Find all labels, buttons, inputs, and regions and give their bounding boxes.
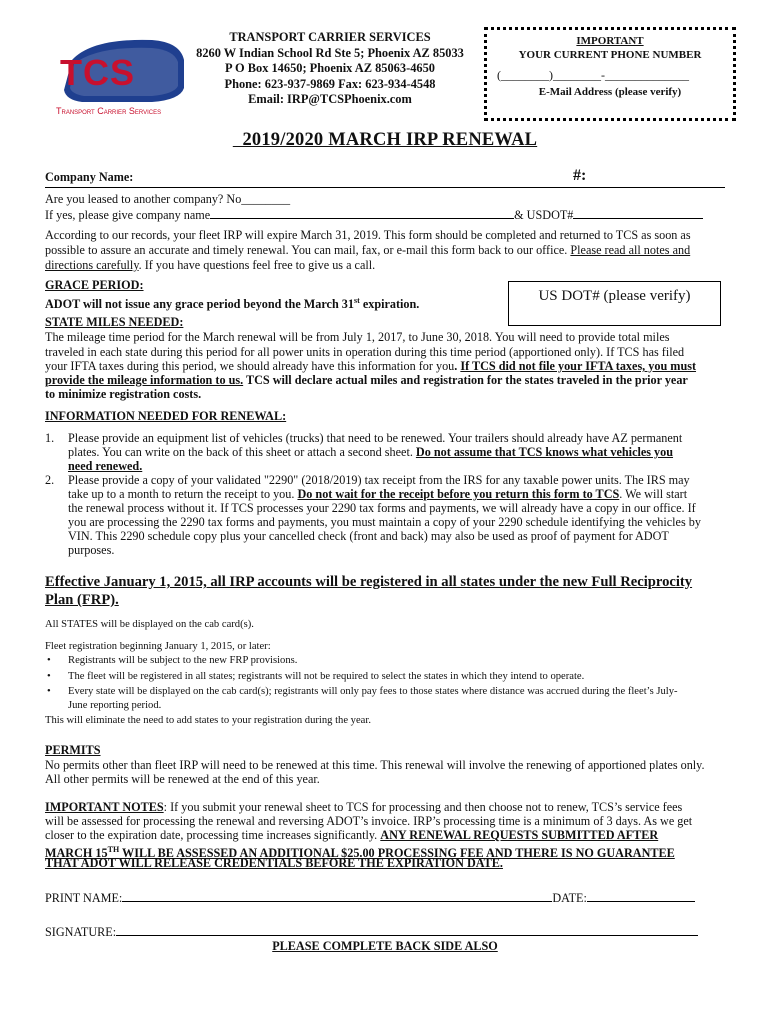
usdot-label: & USDOT# [514, 208, 574, 222]
leased-question[interactable]: Are you leased to another company? No________ [45, 192, 291, 206]
company-address-block [180, 30, 480, 108]
item-2-number: 2. [45, 473, 55, 487]
phone-verify-box [484, 27, 736, 121]
po-box-address: P O Box 14650; Phoenix AZ 85063-4650 [225, 61, 435, 75]
state-miles-l3b: . [454, 359, 461, 373]
item-2-l6: purposes. [68, 543, 115, 557]
leased-usdot-field[interactable] [573, 206, 703, 219]
signature-row[interactable] [45, 923, 698, 940]
leased-company-field[interactable] [210, 206, 514, 219]
grace-sup: st [353, 296, 360, 305]
frp-bullet-2: The fleet will be registered in all states; registrants will not be required to select the states in which they intend to operate. [68, 671, 585, 682]
frp-all-states: All STATES will be displayed on the cab card(s). [45, 619, 254, 630]
state-miles-l3c: If TCS did not file your IFTA taxes, you must [460, 359, 697, 373]
grace-text-a: ADOT will not issue any grace period beyond the March 31 [45, 297, 354, 312]
item-1-l1: Please provide an equipment list of vehicles (trucks) that need to be renewed. Your trailers should already have AZ permanent [68, 431, 683, 445]
leased-yes-row[interactable] [45, 206, 703, 223]
state-miles-heading: STATE MILES NEEDED: [45, 315, 184, 329]
company-name-row[interactable] [45, 167, 725, 188]
notes-l4-sup: TH [107, 845, 120, 854]
logo-subtitle: Transport Carrier Services [56, 106, 162, 116]
notes-l2: will be assessed for processing the renewal and reversing ADOT’s invoice. IRP’s processing time is a minimum of 3 days. As we get [45, 814, 693, 828]
item-2-l1: Please provide a copy of your validated "2290" (2018/2019) tax receipt from the IRS for any taxable power units. The IRS may [68, 473, 690, 487]
frp-eliminate: This will eliminate the need to add states to your registration during the year. [45, 715, 371, 726]
item-2-l5: VIN. This 2290 schedule copy plus your cancelled check (front and back) may also be used as proof of payment for ADOT [68, 529, 669, 543]
signature-label: SIGNATURE: [45, 925, 117, 939]
notes-l1 [45, 800, 682, 815]
phone-fax: Phone: 623-937-9869 Fax: 623-934-4548 [224, 76, 436, 91]
print-name-label: PRINT NAME: [45, 891, 123, 905]
item-1-l2 [68, 445, 673, 460]
company-name-header: TRANSPORT CARRIER SERVICES [229, 30, 431, 44]
frp-heading-1: Effective January 1, 2015, all IRP accounts will be registered in all states under the new Full Reciprocity [45, 574, 693, 590]
frp-heading-2: Plan (FRP). [45, 592, 119, 608]
usdot-verify-box[interactable]: US DOT# (please verify) [508, 281, 721, 326]
state-miles-l3a: your IFTA taxes during this period, we should already have this information for you [45, 359, 455, 373]
print-name-field[interactable] [122, 889, 552, 902]
date-label: DATE: [552, 891, 587, 905]
frp-bullet-1: Registrants will be subject to the new FRP provisions. [68, 655, 298, 666]
item-1-l2a: plates. You can write on the back of this sheet or attach a second sheet. [68, 445, 416, 459]
page-title: 2019/2020 MARCH IRP RENEWAL [232, 130, 538, 150]
state-miles-l1: The mileage time period for the March renewal will be from July 1, 2017, to June 30, 2018. You will need to provide total miles [45, 330, 670, 344]
grace-heading: GRACE PERIOD: [45, 278, 144, 292]
intro-directions: directions carefully [45, 258, 139, 272]
notes-l3a: closer to the expiration date, processing time increases significantly. [45, 828, 381, 842]
info-needed-heading: INFORMATION NEEDED FOR RENEWAL: [45, 409, 287, 423]
street-address: 8260 W Indian School Rd Ste 5; Phoenix AZ 85033 [196, 45, 464, 60]
state-miles-l4 [45, 373, 688, 388]
important-label: IMPORTANT [576, 35, 644, 47]
notes-l1-text: : If you submit your renewal sheet to TCS for processing and then choose not to renew, TCS’s service fees [163, 800, 683, 814]
intro-questions: . If you have questions feel free to give us a call. [138, 258, 376, 272]
company-name-label: Company Name: [45, 170, 134, 184]
frp-bullet-3b: June reporting period. [68, 700, 162, 711]
notes-l4b: WILL BE ASSESSED AN ADDITIONAL $25.00 PROCESSING FEE AND THERE IS NO GUARANTEE [119, 846, 675, 861]
item-2-l3: the renewal process without it. If TCS processes your 2290 tax forms and payments, we will already have a copy in our office. If [68, 501, 696, 515]
phone-number-field[interactable]: (________)________-______________ [497, 68, 689, 82]
date-field[interactable] [587, 889, 695, 902]
intro-line-1: According to our records, your fleet IRP will expire March 31, 2019. This form should be completed and returned to TCS as soon as [45, 228, 691, 242]
permits-l2: All other permits will be renewed at the end of this year. [45, 772, 320, 786]
tcs-logo [52, 30, 187, 122]
notes-heading: IMPORTANT NOTES [45, 800, 164, 814]
number-label: #: [573, 167, 587, 184]
intro-text: possible to assure an accurate and timely renewal. You can mail, fax, or e-mail this form back to our office. [45, 243, 571, 257]
grace-text [45, 293, 419, 312]
state-miles-l4b: TCS will declare actual miles and registration for the states traveled in the prior year [243, 373, 688, 387]
state-miles-l2: traveled in each state during this period for all power units in operation during this time period (apportioned only). If TCS has filed [45, 345, 685, 359]
item-2-l2a: take up to a month to return the receipt to you. [68, 487, 298, 501]
leased-yes-label: If yes, please give company name [45, 208, 211, 222]
notes-l4a: MARCH 15 [45, 846, 108, 861]
email-address: Email: IRP@TCSPhoenix.com [248, 92, 412, 106]
bullet-3: • [47, 686, 51, 697]
item-1-number: 1. [45, 431, 55, 445]
state-miles-l4a: provide the mileage information to us. [45, 373, 244, 387]
intro-line-2 [45, 243, 690, 258]
item-2-l2c: . We will start [619, 487, 688, 501]
intro-read-notes: Please read all notes and [570, 243, 691, 257]
permits-l1: No permits other than fleet IRP will need to be renewed at this time. This renewal will involve the renewing of apportioned plates only. [45, 758, 705, 772]
permits-heading: PERMITS [45, 743, 101, 757]
item-1-l3: need renewed. [68, 459, 143, 473]
item-2-l4: you are processing the 2290 tax forms and payments, you must maintain a copy of your 2290 schedule identifying the vehicles by [68, 515, 701, 529]
item-1-l2b: Do not assume that TCS knows what vehicles you [415, 445, 674, 459]
item-2-l2b: Do not wait for the receipt before you return this form to TCS [297, 487, 620, 501]
state-miles-l3 [45, 359, 696, 374]
notes-l5: THAT ADOT WILL RELEASE CREDENTIALS BEFORE THE EXPIRATION DATE. [45, 856, 503, 870]
grace-text-b: expiration. [359, 297, 420, 312]
bullet-1: • [47, 655, 51, 666]
frp-bullet-3a: Every state will be displayed on the cab card(s); registrants will only pay fees to those states where distance was accrued during the fleet’s July- [68, 686, 678, 697]
notes-l3b: ANY RENEWAL REQUESTS SUBMITTED AFTER [380, 828, 659, 842]
bullet-2: • [47, 671, 51, 682]
print-name-row[interactable] [45, 889, 695, 906]
intro-line-3 [45, 258, 375, 273]
notes-l3 [45, 828, 658, 843]
signature-field[interactable] [116, 923, 698, 936]
state-miles-l5: to minimize registration costs. [45, 387, 202, 401]
email-verify-label: E-Mail Address (please verify) [538, 86, 682, 98]
item-2-l2 [68, 487, 687, 502]
complete-back-side: PLEASE COMPLETE BACK SIDE ALSO [272, 939, 498, 953]
current-phone-label: YOUR CURRENT PHONE NUMBER [518, 49, 702, 61]
logo-text: TCS [60, 52, 135, 93]
frp-fleet: Fleet registration beginning January 1, 2015, or later: [45, 641, 271, 652]
